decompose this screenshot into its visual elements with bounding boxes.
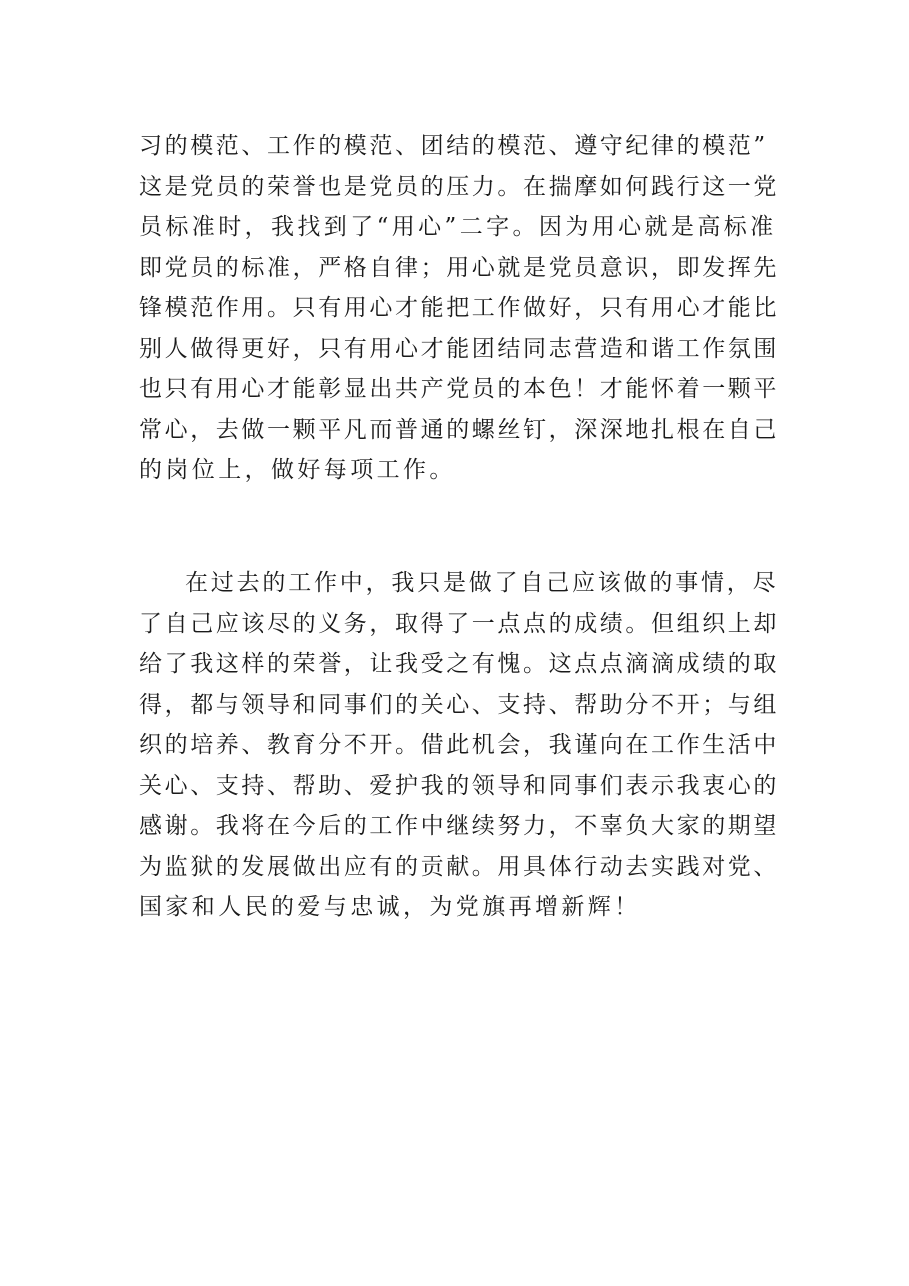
paragraph-line: 的岗位上，做好每项工作。 — [139, 457, 456, 483]
paragraph-2 — [139, 563, 779, 928]
paragraph-line: 即党员的标准，严格自律；用心就是党员意识，即发挥先 — [139, 254, 779, 281]
paragraph-line: 织的培养、教育分不开。借此机会，我谨向在工作生活中 — [139, 732, 779, 758]
paragraph-line: 常心，去做一颗平凡而普通的螺丝钉，深深地扎根在自己 — [139, 416, 779, 443]
paragraph-line: 给了我这样的荣誉，让我受之有愧。这点点滴滴成绩的取 — [139, 651, 779, 677]
paragraph-line: 在过去的工作中，我只是做了自己应该做的事情，尽 — [185, 570, 779, 596]
paragraph-line: 别人做得更好，只有用心才能团结同志营造和谐工作氛围 — [139, 335, 779, 362]
paragraph-line: 感谢。我将在今后的工作中继续努力，不辜负大家的期望 — [139, 813, 779, 839]
paragraph-line: 得，都与领导和同事们的关心、支持、帮助分不开；与组 — [139, 691, 779, 718]
paragraph-line: 也只有用心才能彰显出共产党员的本色！才能怀着一颗平 — [139, 376, 779, 402]
paragraph-line: 锋模范作用。只有用心才能把工作做好，只有用心才能比 — [139, 295, 779, 321]
paragraph-line: 了自己应该尽的义务，取得了一点点的成绩。但组织上却 — [139, 610, 779, 637]
paragraph-line: 为监狱的发展做出应有的贡献。用具体行动去实践对党、 — [139, 853, 779, 880]
paragraph-line: 关心、支持、帮助、爱护我的领导和同事们表示我衷心的 — [139, 772, 779, 799]
paragraph-line: 习的模范、工作的模范、团结的模范、遵守纪律的模范” — [139, 133, 768, 159]
paragraph-line: 员标准时，我找到了“用心”二字。因为用心就是高标准 — [139, 214, 777, 240]
paragraph-line: 国家和人民的爱与忠诚，为党旗再增新辉！ — [139, 894, 641, 920]
paragraph-line: 这是党员的荣誉也是党员的压力。在揣摩如何践行这一党 — [139, 173, 779, 200]
paragraph-1 — [139, 126, 779, 491]
